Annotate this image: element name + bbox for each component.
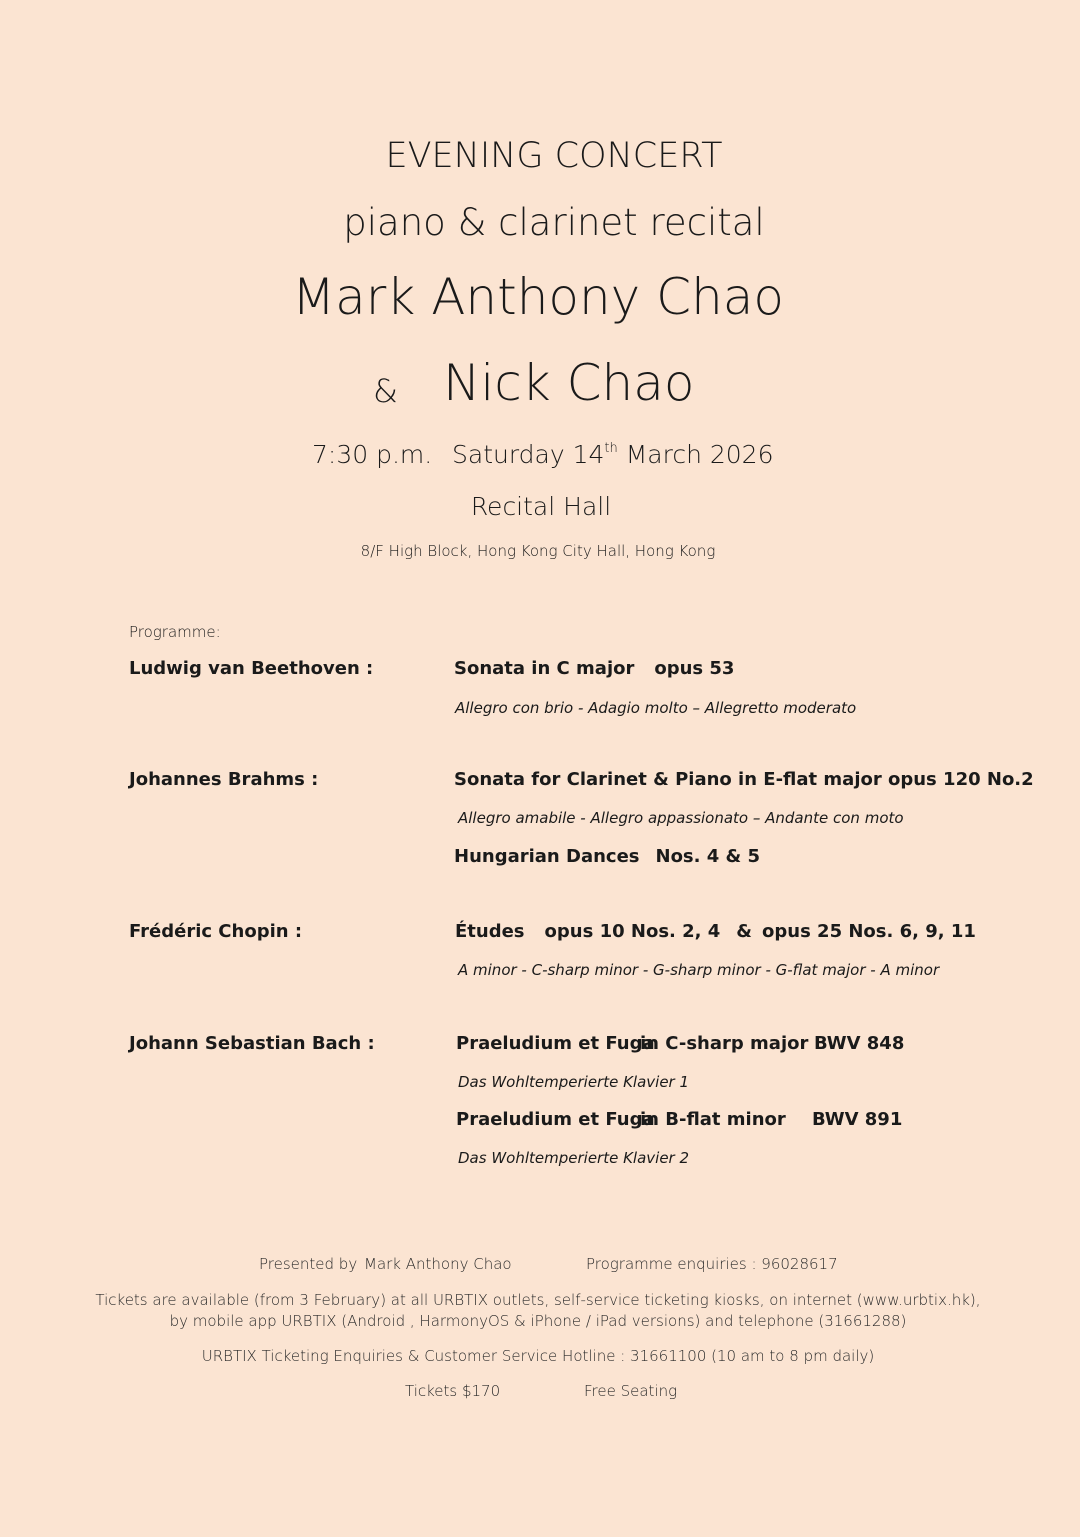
- work-title: Hungarian Dances: [454, 846, 640, 867]
- tickets-info-line-1: Tickets are available (from 3 February) at all URBTIX outlets, self-service ticketing kiosks, on internet (www.urbtix.hk),: [95, 1291, 981, 1309]
- seating-info: Free Seating: [584, 1382, 678, 1400]
- work-beethoven: [454, 658, 734, 679]
- presented-by-label: Presented by: [259, 1255, 358, 1273]
- work-bach-2-bwv: BWV 891: [812, 1109, 903, 1130]
- composer-beethoven: Ludwig van Beethoven :: [129, 658, 374, 679]
- composer-brahms: Johannes Brahms :: [129, 769, 319, 790]
- movements-beethoven: Allegro con brio - Adagio molto – Allegretto moderato: [455, 699, 857, 717]
- composer-bach: Johann Sebastian Bach :: [129, 1033, 375, 1054]
- performer-name-2: Nick Chao: [443, 354, 695, 412]
- movements-brahms: Allegro amabile - Allegro appassionato – Andante con moto: [458, 809, 904, 827]
- work-chopin: [455, 921, 976, 942]
- work-opus: opus 53: [654, 658, 735, 679]
- work-amp: &: [736, 921, 752, 942]
- presenter-name: Mark Anthony Chao: [364, 1255, 512, 1273]
- concert-subtitle: piano & clarinet recital: [343, 201, 765, 244]
- composer-chopin: Frédéric Chopin :: [129, 921, 303, 942]
- programme-enquiries: Programme enquiries : 96028617: [586, 1255, 838, 1273]
- work-bach-1-bwv: BWV 848: [814, 1033, 905, 1054]
- date-day: Saturday 14: [452, 440, 605, 469]
- work-bach-1-title: Praeludium et Fuga: [456, 1033, 655, 1054]
- work-brahms-sonata: Sonata for Clarinet & Piano in E-flat major opus 120 No.2: [454, 769, 1034, 790]
- performer-ampersand: &: [373, 372, 398, 410]
- work-bach-1-key: in C-sharp major: [640, 1033, 809, 1054]
- venue-name: Recital Hall: [470, 492, 612, 521]
- source-bach-2: Das Wohltemperierte Klavier 2: [458, 1149, 690, 1167]
- date-suffix: th: [604, 441, 618, 456]
- work-numbers: Nos. 4 & 5: [655, 846, 761, 867]
- work-title: Sonata in C major: [454, 658, 635, 679]
- work-opus-a: opus 10 Nos. 2, 4: [544, 921, 721, 942]
- programme-label: Programme:: [129, 623, 221, 641]
- venue-address: 8/F High Block, Hong Kong City Hall, Hong Kong: [360, 542, 716, 560]
- work-bach-2-key: in B-flat minor: [640, 1109, 786, 1130]
- concert-time: 7:30 p.m.: [312, 440, 433, 469]
- concert-title: EVENING CONCERT: [385, 136, 723, 176]
- work-title: Études: [455, 921, 525, 942]
- keys-chopin: A minor - C-sharp minor - G-sharp minor - G-flat major - A minor: [458, 961, 940, 979]
- work-opus-b: opus 25 Nos. 6, 9, 11: [762, 921, 976, 942]
- concert-date: [452, 440, 774, 469]
- source-bach-1: Das Wohltemperierte Klavier 1: [458, 1073, 690, 1091]
- ticket-price: Tickets $170: [405, 1382, 501, 1400]
- date-rest: March 2026: [617, 440, 774, 469]
- work-bach-2-title: Praeludium et Fuga: [456, 1109, 655, 1130]
- hotline-info: URBTIX Ticketing Enquiries & Customer Service Hotline : 31661100 (10 am to 8 pm daily): [201, 1347, 875, 1365]
- tickets-info-line-2: by mobile app URBTIX (Android , HarmonyOS & iPhone / iPad versions) and telephone (31661288): [169, 1312, 907, 1330]
- work-brahms-dances: [454, 846, 760, 867]
- performer-name-1: Mark Anthony Chao: [292, 268, 784, 326]
